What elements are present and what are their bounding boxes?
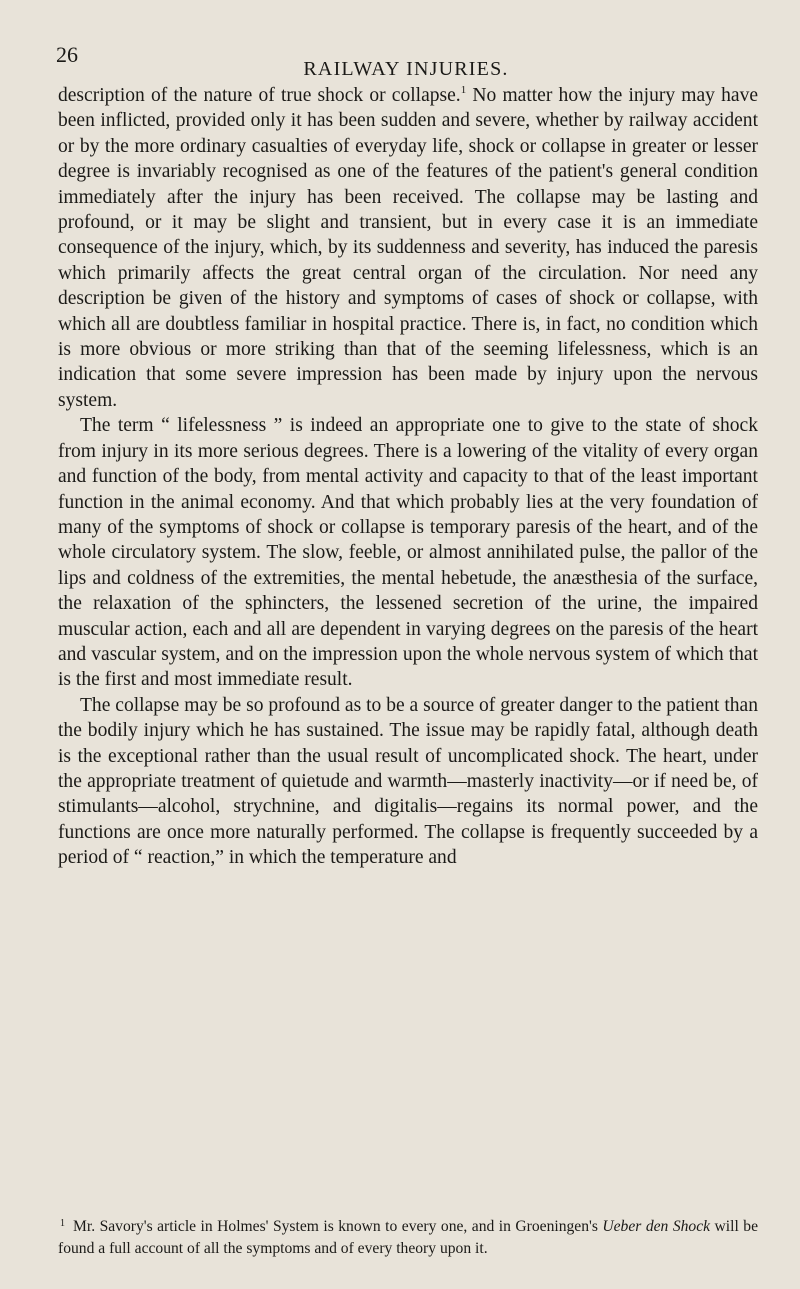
- running-title: RAILWAY INJURIES.: [303, 58, 509, 80]
- paragraph-1-rest: No matter how the injury may have been inflicted, provided only it has been sudden and severe, whether by railway accident or by the more ordinary casualties of everyday life, shock or collapse in greater or lesser degree is invariably recognised as one of the features of the patient's general condition immediately after the injury has been received. The collapse may be lasting and profound, or it may be slight and transient, but in every case it is an immediate consequence of the injury, which, by its suddenness and severity, has induced the paresis which primarily affects the great central organ of the circulation. Nor need any description be given of the history and symptoms of cases of shock or collapse, with which all are doubtless familiar in hospital practice. There is, in fact, no condition which is more obvious or more striking than that of the seeming lifelessness, which is an indication that some severe impression has been made by injury upon the nervous system.: [58, 85, 759, 411]
- paragraph-1: [58, 83, 758, 413]
- body-text: [58, 83, 758, 871]
- paragraph-2: The term “ lifelessness ” is indeed an appropriate one to give to the state of shock from injury in its more serious degrees. There is a lowering of the vitality of every organ and function of the body, from mental activity and capacity to that of the least important function in the animal economy. And that which probably lies at the very foundation of many of the symptoms of shock or collapse is temporary paresis of the heart, and of the whole circulatory system. The slow, feeble, or almost annihilated pulse, the pallor of the lips and coldness of the extremities, the mental hebetude, the anæsthesia of the surface, the relaxation of the sphincters, the lessened secretion of the urine, the impaired muscular action, each and all are dependent in varying degrees on the paresis of the heart and vascular system, and on the impression upon the whole nervous system of which that is the first and most immediate result.: [58, 415, 758, 691]
- footnote: [58, 1213, 758, 1260]
- paragraph-1-start: description of the nature of true shock or collapse.: [58, 85, 461, 106]
- page-number: 26: [56, 42, 78, 67]
- footnote-reference: 1: [460, 84, 467, 96]
- footnote-book-title: Ueber den Shock: [602, 1218, 711, 1235]
- footnote-marker: 1: [60, 1218, 65, 1229]
- footnote-text-end: will be found a full account of all the symptoms and of every theory upon it.: [58, 1218, 759, 1257]
- paragraph-3: The collapse may be so profound as to be a source of greater danger to the patient than the bodily injury which he has sustained. The issue may be rapidly fatal, although death is the exceptional rather than the usual result of uncomplicated shock. The heart, under the appropriate treatment of quietude and warmth—masterly inactivity—or if need be, of stimulants—alcohol, strychnine, and digitalis—regains its normal power, and the functions are once more naturally performed. The collapse is frequently succeeded by a period of “ reaction,” in which the temperature and: [58, 694, 758, 869]
- footnote-text-start: Mr. Savory's article in Holmes' System is known to every one, and in Groeningen's: [73, 1218, 603, 1235]
- running-head: [56, 42, 756, 80]
